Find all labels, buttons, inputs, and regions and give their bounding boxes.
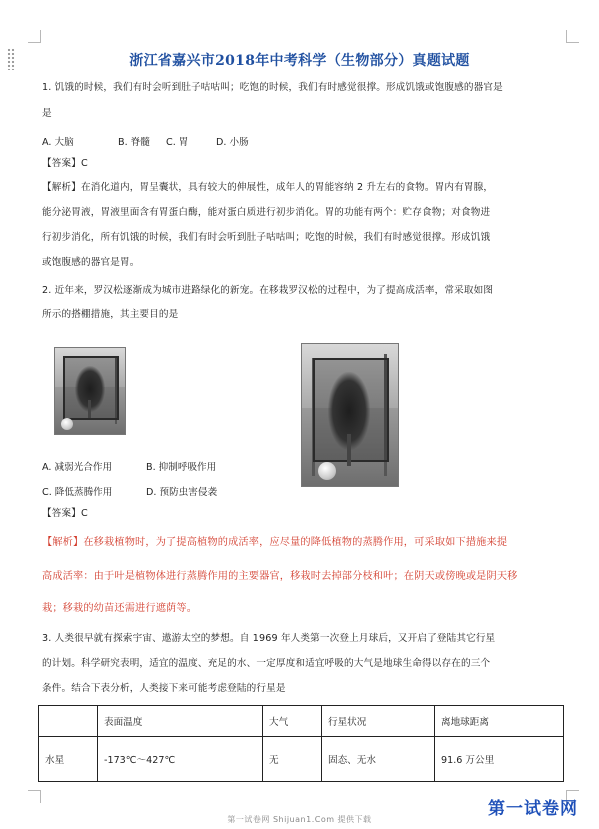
q1-option-b: B. 脊髓 — [118, 137, 150, 148]
q2-analysis-line: 栽；移栽的幼苗还需进行遮荫等。 — [42, 603, 198, 614]
planet-table — [38, 705, 564, 782]
table-cell: 无 — [263, 737, 322, 782]
q3-stem-line: 条件。结合下表分析，人类接下来可能考虑登陆的行星是 — [42, 683, 286, 694]
q2-answer: 【答案】C — [42, 508, 88, 519]
q2-stem-line: 2. 近年来，罗汉松逐渐成为城市进路绿化的新宠。在移栽罗汉松的过程中，为了提高成活率，常采取如图 — [42, 285, 494, 296]
q1-analysis-line: 行初步消化，所有饥饿的时候，我们有时会听到肚子咕咕叫；吃饱的时候，我们有时感觉很撑。形成饥饿 — [42, 232, 491, 243]
table-header-cell — [39, 706, 98, 737]
page-footer: 第一试卷网 Shijuan1.Com 提供下载 — [227, 815, 372, 824]
crop-mark-top-left — [28, 30, 41, 43]
q1-analysis-line: 或饱腹感的器官是胃。 — [42, 257, 140, 268]
table-header-cell: 行星状况 — [322, 706, 435, 737]
q1-analysis-line: 【解析】在消化道内，胃呈囊状，具有较大的伸展性，成年人的胃能容纳 2 升左右的食物。胃内有胃腺， — [42, 182, 494, 193]
table-header-row — [39, 706, 564, 737]
table-header-cell: 大气 — [263, 706, 322, 737]
q1-stem-cont: 是 — [42, 108, 52, 119]
q2-option-b: B. 抑制呼吸作用 — [146, 462, 217, 473]
crop-mark-top-right — [566, 30, 579, 43]
q2-option-d: D. 预防虫害侵袭 — [146, 487, 218, 498]
q2-option-c: C. 降低蒸腾作用 — [42, 487, 113, 498]
table-row — [39, 737, 564, 782]
page-title: 浙江省嘉兴市2018年中考科学（生物部分）真题试题 — [129, 53, 470, 69]
table-header-cell: 表面温度 — [98, 706, 263, 737]
q2-option-a: A. 减弱光合作用 — [42, 462, 113, 473]
q1-analysis-line: 能分泌胃液，胃液里面含有胃蛋白酶，能对蛋白质进行初步消化。胃的功能有两个：贮存食物；对食物进 — [42, 207, 491, 218]
crop-mark-bottom-left — [28, 790, 41, 803]
table-cell: 91.6 万公里 — [435, 737, 564, 782]
site-watermark: 第一试卷网 — [488, 799, 578, 819]
q1-option-d: D. 小肠 — [216, 137, 249, 148]
tree-shade-photo-small — [54, 347, 126, 435]
q1-stem: 1. 饥饿的时候，我们有时会听到肚子咕咕叫；吃饱的时候，我们有时感觉很撑。形成饥饿或饱腹感的器官是 — [42, 82, 503, 93]
q3-stem-line: 的计划。科学研究表明，适宜的温度、充足的水、一定厚度和适宜呼吸的大气是地球生命得以存在的三个 — [42, 658, 491, 669]
table-cell: -173℃～427℃ — [98, 737, 263, 782]
q1-answer: 【答案】C — [42, 158, 88, 169]
q1-option-a: A. 大脑 — [42, 137, 74, 148]
table-cell: 水星 — [39, 737, 98, 782]
tree-shade-photo-large — [301, 343, 399, 487]
q2-analysis-line: 高成活率：由于叶是植物体进行蒸腾作用的主要器官，移栽时去掉部分枝和叶；在阴天或傍晚或是阴天移 — [42, 571, 518, 582]
q1-option-c: C. 胃 — [166, 137, 189, 148]
table-header-cell: 离地球距离 — [435, 706, 564, 737]
q2-stem-line: 所示的搭棚措施，其主要目的是 — [42, 309, 179, 320]
table-cell: 固态、无水 — [322, 737, 435, 782]
q3-stem-line: 3. 人类很早就有探索宇宙、遨游太空的梦想。自 1969 年人类第一次登上月球后，又开启了登陆其它行星 — [42, 633, 496, 644]
q2-analysis-line: 【解析】在移栽植物时，为了提高植物的成活率，应尽量的降低植物的蒸腾作用，可采取如下措施来提 — [42, 537, 508, 548]
